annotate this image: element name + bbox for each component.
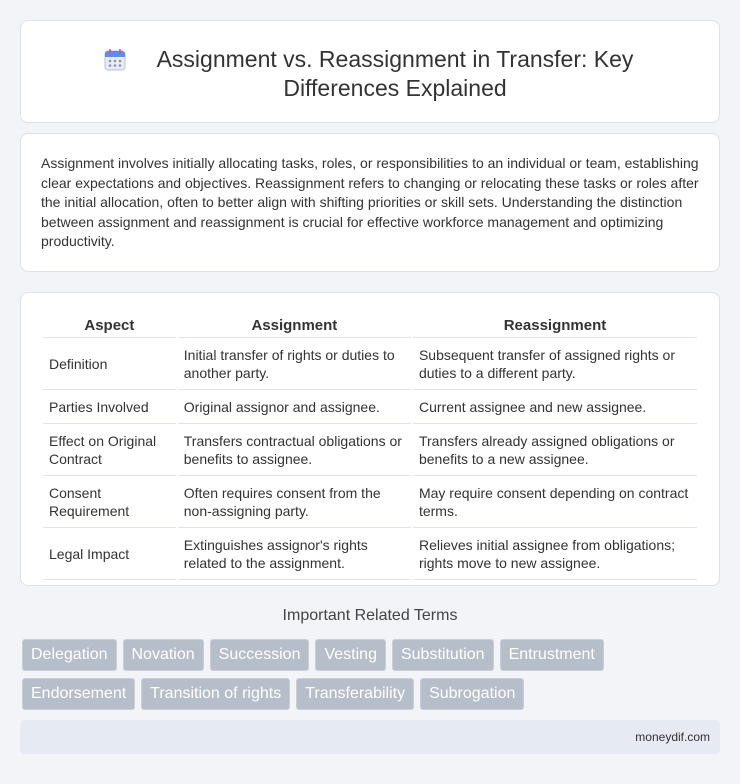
header-aspect: Aspect [43,315,176,338]
related-term-tag[interactable]: Transition of rights [141,678,290,710]
related-term-tag[interactable]: Delegation [22,639,117,671]
comparison-table-card [20,292,720,586]
table-row [43,528,697,580]
related-term-tag[interactable]: Novation [123,639,204,671]
header-reassignment: Reassignment [413,315,697,338]
table-cell: Effect on Original Contract [43,424,176,476]
table-cell: Initial transfer of rights or duties to another party. [178,338,411,390]
table-row [43,338,697,390]
related-term-tag[interactable]: Vesting [315,639,385,671]
related-term-tag[interactable]: Succession [210,639,310,671]
footer [20,720,720,754]
table-cell: Often requires consent from the non-assigning party. [178,476,411,528]
related-terms-title: Important Related Terms [282,607,458,624]
comparison-table [41,315,699,580]
table-header-row [43,315,697,338]
table-cell: Legal Impact [43,528,176,580]
title-wrap [21,45,719,103]
table-cell: Subsequent transfer of assigned rights or duties to a different party. [413,338,697,390]
related-term-tag[interactable]: Substitution [392,639,494,671]
table-row [43,424,697,476]
description-text: Assignment involves initially allocating tasks, roles, or responsibilities to an individual or team, establishing clear expectations and objectives. Reassignment refers to changing or relocating these tasks or roles after the initial allocation, often to better align with shifting priorities or skill sets. Understanding the distinction between assignment and reassignment is crucial for effective workforce management and optimizing productivity. [41,155,699,249]
table-cell: Definition [43,338,176,390]
table-cell: Transfers already assigned obligations or benefits to a new assignee. [413,424,697,476]
table-row [43,476,697,528]
footer-site-link[interactable]: moneydif.com [635,730,710,744]
related-term-tag[interactable]: Endorsement [22,678,135,710]
table-row [43,390,697,424]
table-cell: Original assignor and assignee. [178,390,411,424]
table-cell: Extinguishes assignor's rights related to the assignment. [178,528,411,580]
page-title: Assignment vs. Reassignment in Transfer: Key Differences Explained [156,46,634,101]
table-cell: Transfers contractual obligations or benefits to assignee. [178,424,411,476]
related-terms-list [22,639,722,710]
calendar-icon [103,48,127,72]
table-cell: Parties Involved [43,390,176,424]
table-cell: Consent Requirement [43,476,176,528]
related-term-tag[interactable]: Subrogation [420,678,524,710]
table-cell: Relieves initial assignee from obligations; rights move to new assignee. [413,528,697,580]
description-card [20,133,720,272]
related-term-tag[interactable]: Transferability [296,678,414,710]
related-term-tag[interactable]: Entrustment [500,639,604,671]
table-cell: Current assignee and new assignee. [413,390,697,424]
table-cell: May require consent depending on contract terms. [413,476,697,528]
title-card [20,20,720,123]
header-assignment: Assignment [178,315,411,338]
